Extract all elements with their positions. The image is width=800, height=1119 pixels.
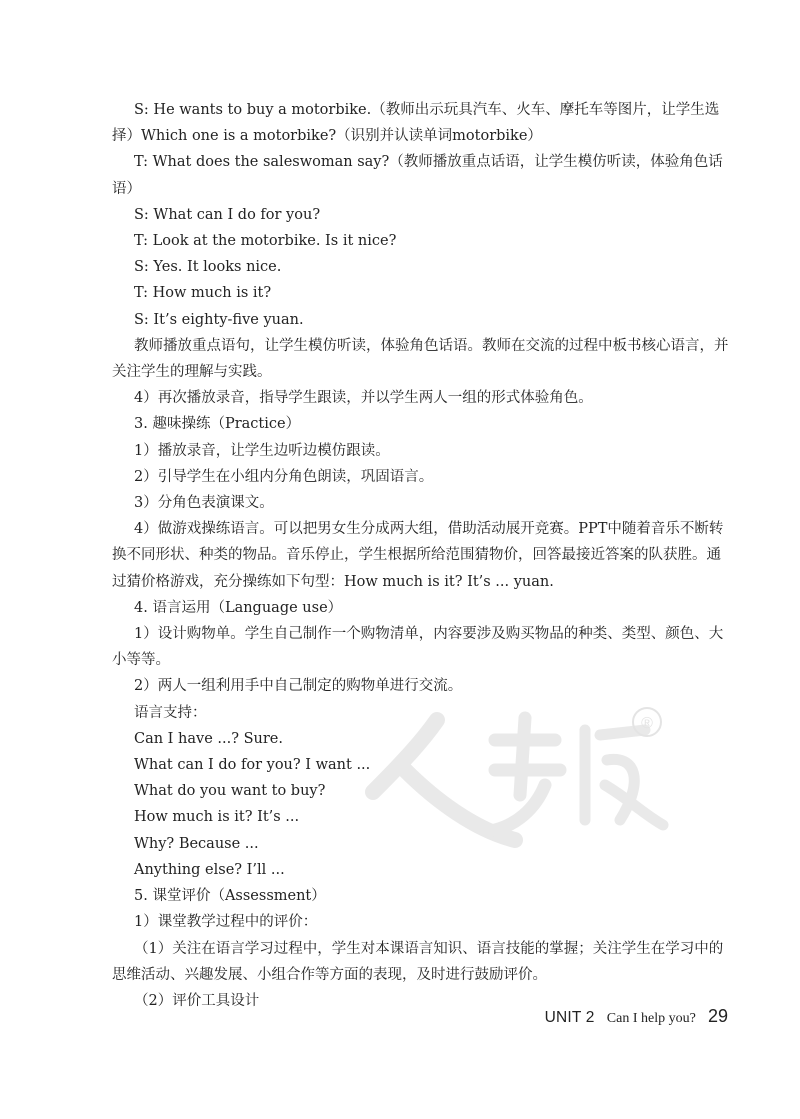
page-number: 29 xyxy=(707,1006,728,1026)
text-line: 1）播放录音，让学生边听边模仿跟读。 xyxy=(134,442,390,459)
text-line: 3. 趣味操练（Practice） xyxy=(134,416,301,433)
text-line: What do you want to buy? xyxy=(134,783,326,800)
text-line: （1）关注在语言学习过程中，学生对本课语言知识、语言技能的掌握；关注学生在学习中的思维活动、兴趣发展、小组合作等方面的表现，及时进行鼓励评价。 xyxy=(112,940,724,983)
text-line: 4. 语言运用（Language use） xyxy=(134,599,343,616)
footer-unit-title: Can I help you? xyxy=(606,1011,696,1026)
text-line: 2）两人一组利用手中自己制定的购物单进行交流。 xyxy=(134,678,463,695)
text-line: 4）再次播放录音，指导学生跟读，并以学生两人一组的形式体验角色。 xyxy=(134,390,593,407)
text-line: What can I do for you? I want ... xyxy=(134,757,371,774)
text-line: 语言支持： xyxy=(134,704,207,721)
text-line: S: What can I do for you? xyxy=(134,206,321,223)
registered-mark: ® xyxy=(641,715,653,732)
text-line: 教师播放重点语句，让学生模仿听读，体验角色话语。教师在交流的过程中板书核心语言，并关注学生的理解与实践。 xyxy=(112,337,729,381)
text-line: T: What does the saleswoman say?（教师播放重点话语，让学生模仿听读，体验角色话语） xyxy=(112,154,723,197)
body-text xyxy=(112,97,732,1014)
text-line: S: Yes. It looks nice. xyxy=(134,259,282,276)
page-footer xyxy=(545,1006,728,1027)
text-line: 2）引导学生在小组内分角色朗读，巩固语言。 xyxy=(134,468,434,485)
text-line: 1）课堂教学过程中的评价： xyxy=(134,914,318,931)
text-line: 5. 课堂评价（Assessment） xyxy=(134,888,326,905)
text-line: Anything else? I’ll ... xyxy=(134,861,285,878)
text-line: Can I have ...? Sure. xyxy=(134,730,283,747)
text-line: T: How much is it? xyxy=(134,285,272,302)
text-line: T: Look at the motorbike. Is it nice? xyxy=(134,233,397,250)
text-line: How much is it? It’s ... xyxy=(134,809,300,826)
footer-unit: UNIT 2 xyxy=(544,1009,595,1026)
text-line: 1）设计购物单。学生自己制作一个购物清单，内容要涉及购买物品的种类、类型、颜色、大小等等。 xyxy=(112,626,724,669)
text-line: 3）分角色表演课文。 xyxy=(134,495,274,512)
text-line: Why? Because ... xyxy=(134,835,259,852)
text-line: （2）评价工具设计 xyxy=(134,992,260,1009)
text-line: S: He wants to buy a motorbike.（教师出示玩具汽车、火车、摩托车等图片，让学生选择）Which one is a motorbike?（识别并认读单词motorbike） xyxy=(112,102,720,145)
text-line: 4）做游戏操练语言。可以把男女生分成两大组，借助活动展开竞赛。PPT中随着音乐不断转换不同形状、种类的物品。音乐停止，学生根据所给范围猜物价，回答最接近答案的队获胜。通过猜价格游戏，充分操练如下句型：How much is it? It’s ... yuan. xyxy=(112,521,724,590)
text-line: S: It’s eighty-five yuan. xyxy=(134,311,304,328)
